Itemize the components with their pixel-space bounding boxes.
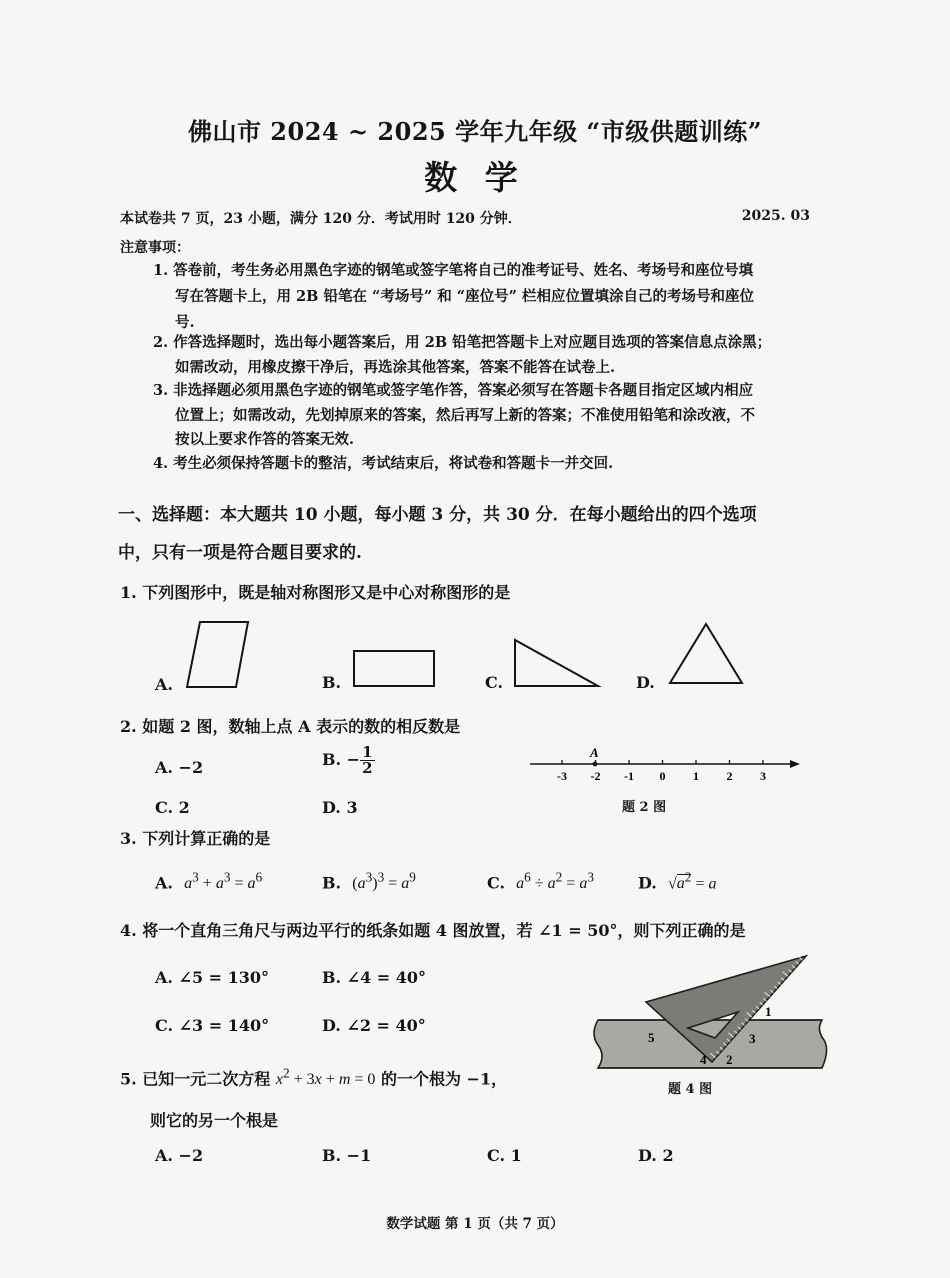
q2-option-d: D. 3 (322, 798, 358, 817)
note-2-line-1: 2. 作答选择题时，选出每小题答案后，用 2B 铅笔把答题卡上对应题目选项的答案信息点涂黑； (153, 334, 772, 351)
number-line-tick-label: 0 (659, 769, 666, 783)
equilateral-triangle-shape (670, 624, 742, 683)
angle-label-4: 4 (700, 1052, 707, 1067)
q3-option-d-expr: $√a^2 = a$ (668, 870, 717, 893)
angle-label-5: 5 (648, 1030, 655, 1045)
q3-option-c-expr: $a^6 \div a^2 = a^3$ (516, 870, 594, 893)
q5-option-b: B. −1 (322, 1146, 372, 1165)
q2-fraction (360, 745, 374, 776)
point-a-label: A (590, 745, 599, 760)
number-line-tick-label: -3 (557, 769, 567, 783)
q1-option-b-label: B. (322, 673, 342, 692)
question-5-stem (120, 1066, 507, 1089)
q4-option-c: C. ∠3 = 140° (155, 1016, 270, 1035)
rectangle-shape (354, 651, 434, 686)
parallelogram-shape (187, 622, 248, 687)
q3-option-a-label: A. (155, 873, 173, 893)
number-line-tick-label: -2 (590, 769, 601, 783)
subject-title: 数 学 (424, 158, 526, 197)
number-line-arrow-icon (790, 760, 800, 768)
section-heading-line-2: 中，只有一项是符合题目要求的. (118, 543, 362, 563)
question-4-stem: 4. 将一个直角三角尺与两边平行的纸条如题 4 图放置，若 ∠1 = 50°，则下列正确的是 (120, 921, 746, 940)
angle-label-1: 1 (765, 1004, 772, 1019)
note-3-line-3: 按以上要求作答的答案无效. (175, 431, 355, 448)
q4-option-a: A. ∠5 = 130° (155, 968, 270, 987)
q2-fraction-num: 1 (362, 743, 373, 761)
exam-info: 本试卷共 7 页，23 小题，满分 120 分．考试用时 120 分钟． (120, 211, 522, 227)
figure-4-caption: 题 4 图 (668, 1082, 713, 1097)
question-5-stem-line-2: 则它的另一个根是 (150, 1111, 279, 1130)
q5-option-a: A. −2 (155, 1146, 204, 1165)
number-line-tick-label: 1 (693, 769, 699, 783)
note-4-line-1: 4. 考生必须保持答题卡的整洁，考试结束后，将试卷和答题卡一并交回. (153, 455, 614, 472)
number-line-tick-label: -1 (624, 769, 634, 783)
q2-option-c: C. 2 (155, 798, 190, 817)
exam-date: 2025. 03 (741, 208, 810, 224)
q3-option-d (638, 870, 717, 893)
point-a-marker (593, 762, 598, 767)
angle-label-3: 3 (749, 1031, 756, 1046)
q5-stem-prefix: 5. 已知一元二次方程 (120, 1069, 271, 1089)
q3-option-d-label: D. (638, 873, 657, 893)
q4-option-d: D. ∠2 = 40° (322, 1016, 426, 1035)
q3-option-b (322, 870, 416, 893)
question-1-stem: 1. 下列图形中，既是轴对称图形又是中心对称图形的是 (120, 583, 511, 602)
note-3-line-2: 位置上；如需改动，先划掉原来的答案，然后再写上新的答案；不准使用铅笔和涂改液，不 (175, 407, 755, 424)
q3-option-a-expr: $a^3 + a^3 = a^6$ (184, 870, 263, 893)
note-1-line-1: 1. 答卷前，考生务必用黑色字迹的钢笔或签字笔将自己的准考证号、姓名、考场号和座位号填 (153, 262, 754, 279)
q1-option-c-label: C. (485, 673, 504, 692)
q1-option-d-label: D. (636, 673, 655, 692)
question-2-stem: 2. 如题 2 图，数轴上点 A 表示的数的相反数是 (120, 717, 461, 736)
q5-option-d: D. 2 (638, 1146, 674, 1165)
q4-option-b: B. ∠4 = 40° (322, 968, 427, 987)
q3-option-c (487, 870, 594, 893)
q5-option-c: C. 1 (487, 1146, 522, 1165)
right-triangle-shape (515, 640, 598, 686)
q5-stem-suffix: 的一个根为 −1， (380, 1069, 508, 1089)
figure-2-caption: 题 2 图 (622, 800, 667, 815)
q3-option-b-expr: $(a^3)^3 = a^9$ (352, 870, 416, 893)
question-3-stem: 3. 下列计算正确的是 (120, 829, 271, 848)
q5-equation: $x^2 + 3x + m = 0$ (275, 1066, 376, 1089)
note-1-line-3: 号. (175, 314, 195, 331)
q2-option-a: A. −2 (155, 758, 204, 777)
note-3-line-1: 3. 非选择题必须用黑色字迹的钢笔或签字笔作答，答案必须写在答题卡各题目指定区域内相应 (153, 382, 754, 399)
note-2-line-2: 如需改动，用橡皮擦干净后，再选涂其他答案，答案不能答在试卷上. (175, 359, 616, 376)
number-line-tick-label: 2 (726, 769, 733, 783)
number-line-tick-label: 3 (760, 769, 766, 783)
q2-fraction-den: 2 (362, 759, 373, 777)
triangle-ruler-figure (590, 950, 835, 1080)
notes-heading: 注意事项： (120, 240, 190, 256)
q3-option-a (155, 870, 262, 893)
section-heading-line-1: 一、选择题：本大题共 10 小题，每小题 3 分，共 30 分．在每小题给出的四个选项 (118, 505, 757, 525)
q2-option-b-label: B. − (322, 750, 361, 769)
q1-option-a-label: A. (155, 675, 173, 694)
angle-label-2: 2 (726, 1052, 733, 1067)
exam-title: 佛山市 2024 ~ 2025 学年九年级 “市级供题训练” (187, 117, 763, 146)
q3-option-c-label: C. (487, 873, 506, 893)
page-footer: 数学试题 第 1 页（共 7 页） (386, 1216, 564, 1232)
note-1-line-2: 写在答题卡上，用 2B 铅笔在 “考场号” 和 “座位号” 栏相应位置填涂自己的考场号和座位 (175, 288, 754, 305)
q3-option-b-label: B. (322, 873, 342, 893)
q2-option-b (322, 745, 375, 776)
